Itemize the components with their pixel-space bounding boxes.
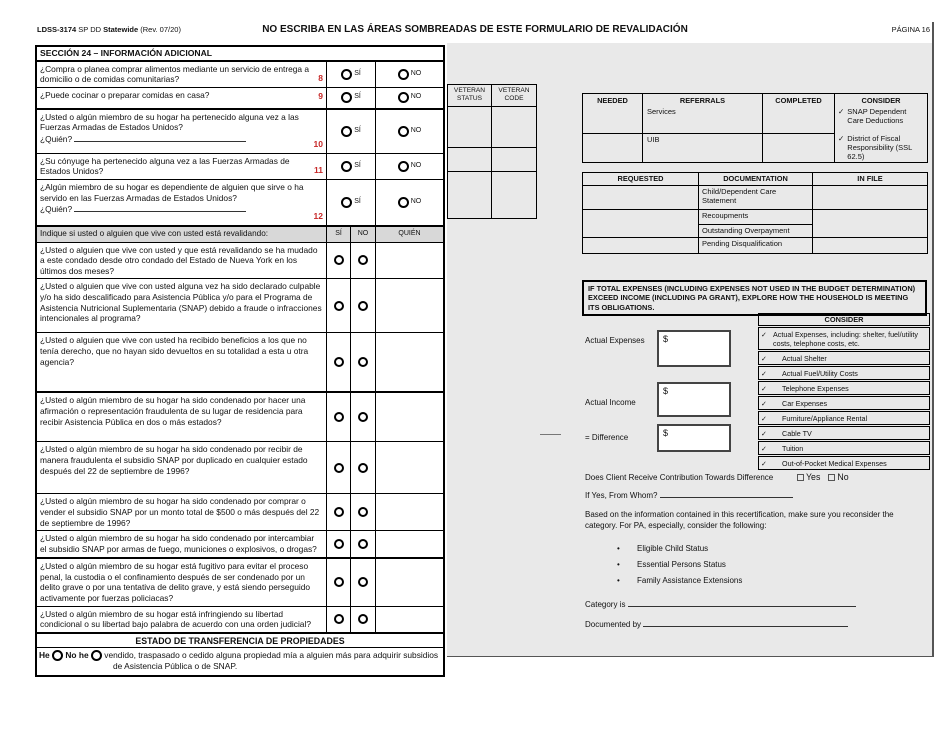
documentation-table bbox=[582, 172, 928, 254]
veteran-code-cell[interactable] bbox=[491, 171, 537, 219]
completed-cell[interactable] bbox=[763, 133, 835, 162]
dollar-sign: $ bbox=[663, 428, 669, 438]
check-icon: ✓ bbox=[761, 383, 768, 393]
radio-no[interactable] bbox=[358, 301, 368, 311]
documentation-item: Outstanding Overpayment bbox=[699, 225, 813, 238]
category-label: Category is bbox=[585, 600, 626, 609]
consider-item: Cable TV bbox=[782, 428, 812, 438]
radio-no-he[interactable] bbox=[91, 650, 102, 661]
sub-question-text: ¿Usted o alguien que vive con usted alguna vez ha sido declarado culpable y/o ha sido descalificado para Asistencia Pública y/o para el Programa de Asistencia Nutricional Suplementaria (SNAP) debido a fraude o infracciones intencionales al programa? bbox=[40, 281, 322, 324]
radio-no[interactable] bbox=[398, 126, 409, 137]
who-label: ¿Quién? bbox=[40, 133, 73, 144]
sub-question-row bbox=[37, 530, 443, 557]
check-icon: ✓ bbox=[761, 428, 768, 438]
check-icon: ✓ bbox=[838, 107, 845, 116]
no-label: NO bbox=[410, 162, 422, 170]
section24-table bbox=[35, 45, 445, 677]
check-icon: ✓ bbox=[761, 368, 768, 378]
consider-item: Actual Shelter bbox=[782, 353, 827, 363]
bullet-icon: • bbox=[617, 560, 620, 569]
in-file-header: IN FILE bbox=[813, 173, 928, 186]
no-cell bbox=[375, 180, 443, 225]
col-no: NO bbox=[350, 227, 375, 242]
no-cell bbox=[350, 333, 375, 391]
who-answer-line[interactable] bbox=[74, 204, 246, 212]
actual-income-input[interactable] bbox=[657, 382, 731, 417]
question-row-11 bbox=[37, 153, 443, 179]
from-whom-answer-line[interactable] bbox=[660, 490, 793, 498]
question-text: ¿Puede cocinar o preparar comidas en casa? 9 bbox=[40, 89, 323, 101]
requested-cell[interactable] bbox=[583, 210, 699, 238]
radio-no[interactable] bbox=[358, 357, 368, 367]
in-file-cell[interactable] bbox=[813, 186, 928, 210]
difference-input[interactable] bbox=[657, 424, 731, 452]
question-number: 11 bbox=[314, 165, 323, 176]
quien-cell[interactable] bbox=[375, 279, 443, 332]
no-cell bbox=[350, 393, 375, 441]
radio-si[interactable] bbox=[341, 197, 352, 208]
actual-expenses-input[interactable] bbox=[657, 330, 731, 367]
question-row-8 bbox=[37, 61, 443, 87]
documentation-item: Child/Dependent Care Statement bbox=[699, 186, 813, 210]
consider-item: SNAP Dependent Care Deductions bbox=[847, 107, 907, 125]
he-label: He bbox=[39, 649, 50, 660]
completed-cell[interactable] bbox=[763, 94, 835, 134]
sub-question-text: ¿Usted o alguien que vive con usted y que está revalidando se ha mudado a este condado desde otro condado del Estado de Nueva York en los últimos dos meses? bbox=[40, 244, 318, 276]
no-cell bbox=[375, 154, 443, 179]
consider-row bbox=[758, 411, 930, 425]
consider-row bbox=[758, 396, 930, 410]
sub-question-row bbox=[37, 557, 443, 605]
no-cell bbox=[350, 279, 375, 332]
transfer-text-2: de Asistencia Pública o de SNAP. bbox=[113, 660, 238, 671]
radio-no[interactable] bbox=[358, 463, 368, 473]
referral-uib: UIB bbox=[647, 134, 660, 144]
check-icon: ✓ bbox=[761, 458, 768, 468]
consider-row bbox=[758, 456, 930, 470]
referrals-cell bbox=[643, 133, 763, 162]
col-yes: SÍ bbox=[326, 227, 350, 242]
documentation-header: DOCUMENTATION bbox=[699, 173, 813, 186]
question-row-9 bbox=[37, 87, 443, 108]
category-bullets bbox=[617, 544, 742, 592]
needed-cell[interactable] bbox=[583, 133, 643, 162]
no-cell bbox=[375, 62, 443, 87]
no-cell bbox=[375, 110, 443, 153]
difference-label: = Difference bbox=[585, 433, 629, 442]
yes-label: SÍ bbox=[354, 162, 361, 170]
veteran-code-cell[interactable] bbox=[491, 106, 537, 148]
sub-question-row bbox=[37, 441, 443, 493]
quien-cell[interactable] bbox=[375, 559, 443, 605]
no-he-label: No he bbox=[65, 649, 89, 660]
section24-title: SECCIÓN 24 – INFORMACIÓN ADICIONAL bbox=[37, 47, 443, 61]
sub-question-row bbox=[37, 606, 443, 632]
referrals-cell bbox=[643, 94, 763, 134]
veteran-table bbox=[447, 85, 537, 219]
yes-cell bbox=[326, 62, 375, 87]
sub-question-text: ¿Usted o algún miembro de su hogar ha sido condenado por comprar o vender el subsidio SNAP por un monto total de $500 o más después del 22 de septiembre de 1996? bbox=[40, 496, 320, 528]
sub-question-text: ¿Usted o algún miembro de su hogar ha sido condenado por hacer una afirmación o representación fraudulenta de su lugar de residencia para recibir Asistencia Pública en dos o más estados? bbox=[40, 395, 306, 427]
consider-header: CONSIDER bbox=[861, 96, 901, 105]
consider-item: Actual Expenses, including: shelter, fuel/utility costs, telephone costs, etc. bbox=[773, 329, 919, 348]
category-line bbox=[585, 599, 856, 609]
radio-no[interactable] bbox=[358, 255, 368, 265]
veteran-status-cell[interactable] bbox=[447, 147, 492, 172]
from-whom-label: If Yes, From Whom? bbox=[585, 491, 658, 500]
check-icon: ✓ bbox=[761, 443, 768, 453]
veteran-status-cell[interactable] bbox=[447, 106, 492, 148]
yes-cell bbox=[326, 442, 350, 493]
referral-services: Services bbox=[647, 107, 676, 116]
consider-item: Actual Fuel/Utility Costs bbox=[782, 368, 858, 378]
radio-no[interactable] bbox=[398, 92, 409, 103]
no-cell bbox=[350, 559, 375, 605]
veteran-status-header: VETERAN STATUS bbox=[447, 84, 492, 107]
documentation-item: Pending Disqualification bbox=[699, 238, 813, 254]
yes-label: SÍ bbox=[354, 93, 361, 101]
veteran-code-header: VETERAN CODE bbox=[491, 84, 537, 107]
quien-cell[interactable] bbox=[375, 442, 443, 493]
yes-cell bbox=[326, 494, 350, 530]
consider-row bbox=[758, 327, 930, 350]
radio-si[interactable] bbox=[334, 539, 344, 549]
yes-cell bbox=[326, 393, 350, 441]
no-label: NO bbox=[410, 69, 422, 77]
bullet-icon: • bbox=[617, 544, 620, 553]
consider-item: Out-of-Pocket Medical Expenses bbox=[782, 458, 887, 468]
question-text: ¿Compra o planea comprar alimentos mediante un servicio de entrega a domicilio o de comidas comunitarias? 8 bbox=[40, 63, 323, 85]
referrals-table bbox=[582, 93, 928, 163]
radio-si[interactable] bbox=[334, 255, 344, 265]
no-cell bbox=[350, 531, 375, 557]
question-row-10 bbox=[37, 108, 443, 153]
no-label: NO bbox=[410, 93, 422, 101]
subtraction-line bbox=[540, 434, 561, 435]
sub-question-text: ¿Usted o algún miembro de su hogar ha sido condenado por intercambiar el subsidio SNAP por armas de fuego, municiones o explosivos, o drogas? bbox=[40, 533, 317, 554]
radio-si[interactable] bbox=[334, 463, 344, 473]
yes-cell bbox=[326, 180, 375, 225]
bullet-text: Family Assistance Extensions bbox=[637, 576, 743, 585]
no-label: NO bbox=[410, 198, 422, 206]
actual-expenses-label: Actual Expenses bbox=[585, 336, 645, 345]
quien-cell[interactable] bbox=[375, 531, 443, 557]
no-cell bbox=[350, 494, 375, 530]
radio-he[interactable] bbox=[52, 650, 63, 661]
in-file-cell[interactable] bbox=[813, 210, 928, 238]
actual-income-label: Actual Income bbox=[585, 398, 636, 407]
bullet-item bbox=[617, 544, 742, 553]
radio-no[interactable] bbox=[358, 507, 368, 517]
documented-by-label: Documented by bbox=[585, 620, 642, 629]
documented-by-answer-line[interactable] bbox=[643, 619, 848, 627]
yes-checkbox[interactable] bbox=[797, 474, 804, 481]
sub-question-row bbox=[37, 242, 443, 279]
from-whom-line bbox=[585, 490, 793, 500]
check-icon: ✓ bbox=[838, 134, 845, 143]
dollar-sign: $ bbox=[663, 386, 669, 396]
referrals-header: REFERRALS bbox=[679, 96, 726, 105]
radio-si[interactable] bbox=[334, 614, 344, 624]
page-number: PÁGINA 16 bbox=[891, 25, 930, 34]
veteran-code-cell[interactable] bbox=[491, 147, 537, 172]
yes-label: SÍ bbox=[354, 198, 361, 206]
recertification-note: Based on the information contained in this recertification, make sure you reconsider the category. For PA, especially, consider the following: bbox=[585, 510, 894, 530]
sub-question-text: ¿Usted o algún miembro de su hogar está fugitivo para evitar el proceso penal, la custodia o el confinamiento después de ser condenado por un delito grave o por una tentativa de delito grave, y está siendo perseguido activamente por fuerzas policiacas? bbox=[40, 561, 311, 603]
quien-cell[interactable] bbox=[375, 243, 443, 279]
radio-si[interactable] bbox=[341, 92, 352, 103]
radio-no[interactable] bbox=[358, 412, 368, 422]
no-label: NO bbox=[410, 126, 422, 134]
yes-cell bbox=[326, 154, 375, 179]
radio-no[interactable] bbox=[358, 577, 368, 587]
bullet-item bbox=[617, 560, 742, 569]
documented-line bbox=[585, 619, 848, 629]
bullet-text: Essential Persons Status bbox=[637, 560, 726, 569]
consider-item: Car Expenses bbox=[782, 398, 828, 408]
question-text: ¿Usted o algún miembro de su hogar ha pertenecido alguna vez a las Fuerzas Armadas de Estados Unidos? ¿Quién? 10 bbox=[40, 111, 323, 150]
check-icon: ✓ bbox=[761, 353, 768, 363]
property-transfer-statement bbox=[37, 647, 443, 675]
sub-question-row bbox=[37, 391, 443, 441]
subtable-header bbox=[37, 225, 443, 242]
who-answer-line[interactable] bbox=[74, 134, 246, 142]
page-title: NO ESCRIBA EN LAS ÁREAS SOMBREADAS DE ESTE FORMULARIO DE REVALIDACIÓN bbox=[262, 24, 688, 35]
sub-question-row bbox=[37, 332, 443, 391]
dollar-sign: $ bbox=[663, 334, 669, 344]
no-cell bbox=[375, 88, 443, 108]
radio-si[interactable] bbox=[334, 577, 344, 587]
consider-row bbox=[758, 426, 930, 440]
contribution-options bbox=[797, 472, 857, 482]
property-transfer-title: ESTADO DE TRANSFERENCIA DE PROPIEDADES bbox=[37, 632, 443, 647]
no-cell bbox=[350, 243, 375, 279]
radio-si[interactable] bbox=[341, 161, 352, 172]
requested-cell[interactable] bbox=[583, 186, 699, 210]
category-answer-line[interactable] bbox=[628, 599, 856, 607]
consider-row bbox=[758, 381, 930, 395]
bullet-text: Eligible Child Status bbox=[637, 544, 709, 553]
yes-cell bbox=[326, 559, 350, 605]
consider-list-header: CONSIDER bbox=[758, 313, 930, 326]
question-text: ¿Algún miembro de su hogar es dependiente de alguien que sirve o ha servido en las Fuerzas Armadas de Estados Unidos? ¿Quién? 12 bbox=[40, 181, 323, 222]
budget-note: IF TOTAL EXPENSES (INCLUDING EXPENSES NOT USED IN THE BUDGET DETERMINATION) EXCEED INCOME (INCLUDING PA GRANT), EXPLORE HOW THE HOUSEHOLD IS MEETING ITS OBLIGATIONS. bbox=[582, 280, 927, 316]
radio-si[interactable] bbox=[334, 412, 344, 422]
consider-row bbox=[758, 441, 930, 455]
consider-item: Furniture/Appliance Rental bbox=[782, 413, 868, 423]
bullet-item bbox=[617, 576, 742, 585]
sub-question-text: ¿Usted o alguien que vive con usted ha recibido beneficios a los que no tenía derecho, que no hayan sido devueltos en su totalidad a esta u otra agencia? bbox=[40, 335, 309, 367]
veteran-status-cell[interactable] bbox=[447, 171, 492, 219]
consider-item: District of Fiscal Responsibility (SSL 62.5) bbox=[847, 134, 913, 161]
consider-row bbox=[758, 351, 930, 365]
yes-cell bbox=[326, 531, 350, 557]
needed-header: NEEDED bbox=[597, 96, 628, 105]
subtable-caption: Indique si usted o alguien que vive con usted está revalidando: bbox=[40, 228, 269, 238]
sub-question-row bbox=[37, 493, 443, 530]
yes-cell bbox=[326, 333, 350, 391]
sub-question-text: ¿Usted o algún miembro de su hogar ha sido condenado por recibir de manera fraudulenta el subsidio SNAP por duplicado en cualquier estado después del 22 de septiembre de 1996? bbox=[40, 444, 308, 476]
yes-label: SÍ bbox=[354, 69, 361, 77]
consider-item: Tuition bbox=[782, 443, 804, 453]
radio-si[interactable] bbox=[334, 507, 344, 517]
no-label: No bbox=[837, 472, 849, 482]
consider-cell bbox=[835, 94, 928, 163]
radio-si[interactable] bbox=[341, 126, 352, 137]
radio-no[interactable] bbox=[398, 161, 409, 172]
question-text: ¿Su cónyuge ha pertenecido alguna vez a las Fuerzas Armadas de Estados Unidos? 11 bbox=[40, 155, 323, 177]
contribution-question: Does Client Receive Contribution Towards Difference bbox=[585, 473, 774, 482]
yes-cell bbox=[326, 243, 350, 279]
completed-header: COMPLETED bbox=[775, 96, 822, 105]
radio-no[interactable] bbox=[398, 69, 409, 80]
quien-cell[interactable] bbox=[375, 393, 443, 441]
radio-no[interactable] bbox=[398, 197, 409, 208]
documentation-item: Recoupments bbox=[699, 210, 813, 225]
question-row-12 bbox=[37, 179, 443, 225]
requested-header: REQUESTED bbox=[583, 173, 699, 186]
quien-cell[interactable] bbox=[375, 494, 443, 530]
consider-list bbox=[758, 313, 930, 470]
check-icon: ✓ bbox=[761, 413, 768, 423]
requested-cell[interactable] bbox=[583, 238, 699, 254]
quien-cell[interactable] bbox=[375, 333, 443, 391]
transfer-text: vendido, traspasado o cedido alguna propiedad mía a alguien más para adquirir subsidios bbox=[104, 649, 439, 660]
page-right-border bbox=[932, 22, 934, 657]
no-checkbox[interactable] bbox=[828, 474, 835, 481]
radio-si[interactable] bbox=[341, 69, 352, 80]
question-number: 12 bbox=[313, 211, 323, 222]
check-icon: ✓ bbox=[761, 329, 768, 339]
yes-label: SÍ bbox=[354, 126, 361, 134]
yes-label: Yes bbox=[806, 472, 821, 482]
bullet-icon: • bbox=[617, 576, 620, 585]
radio-si[interactable] bbox=[334, 357, 344, 367]
question-number: 9 bbox=[318, 90, 323, 101]
radio-si[interactable] bbox=[334, 301, 344, 311]
yes-cell bbox=[326, 88, 375, 108]
col-who: QUIÉN bbox=[375, 227, 443, 242]
yes-cell bbox=[326, 110, 375, 153]
yes-cell bbox=[326, 607, 350, 632]
check-icon: ✓ bbox=[761, 398, 768, 408]
in-file-cell[interactable] bbox=[813, 238, 928, 254]
form-number: LDSS-3174 SP DD Statewide (Rev. 07/20) bbox=[37, 25, 181, 34]
sub-question-row bbox=[37, 278, 443, 332]
needed-cell[interactable] bbox=[583, 94, 643, 134]
yes-cell bbox=[326, 279, 350, 332]
who-label: ¿Quién? bbox=[40, 204, 73, 215]
consider-row bbox=[758, 366, 930, 380]
quien-cell[interactable] bbox=[375, 607, 443, 632]
question-number: 10 bbox=[313, 139, 323, 150]
radio-no[interactable] bbox=[358, 539, 368, 549]
radio-no[interactable] bbox=[358, 614, 368, 624]
question-number: 8 bbox=[318, 73, 323, 84]
no-cell bbox=[350, 607, 375, 632]
consider-item: Telephone Expenses bbox=[782, 383, 849, 393]
no-cell bbox=[350, 442, 375, 493]
sub-question-text: ¿Usted o algún miembro de su hogar está infringiendo su libertad condicional o su libertad bajo palabra de acuerdo con una orden judicial? bbox=[40, 608, 311, 630]
